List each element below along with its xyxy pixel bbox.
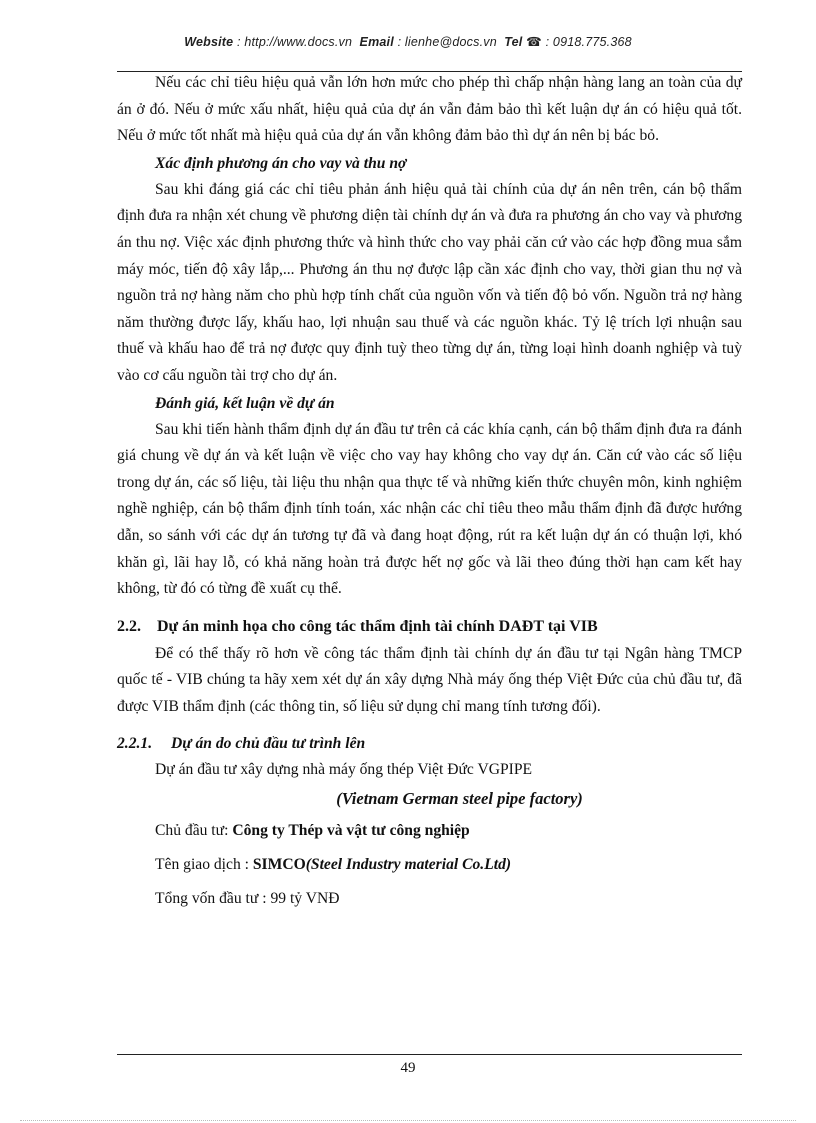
subheading-conclusion: Đánh giá, kết luận về dự án	[155, 394, 335, 412]
email-value: : lienhe@docs.vn	[397, 35, 497, 49]
owner-label: Chủ đầu tư:	[155, 822, 229, 840]
trade-name-line	[155, 848, 742, 882]
page-header	[0, 34, 816, 49]
page-edge	[20, 1120, 796, 1121]
paragraph-acceptance: Nếu các chỉ tiêu hiệu quả vẫn lớn hơn mức cho phép thì chấp nhận hàng lang an toàn của dự án ở đó. Nếu ở mức xấu nhất, hiệu quả của dự án vẫn đảm bảo thì kết luận dự án có hiệu quả tốt. Nếu ở mức tốt nhất mà hiệu quả của dự án vẫn không đảm bảo thì dự án nên bị bác bỏ.	[117, 74, 742, 145]
capital-line	[155, 882, 742, 916]
page-content	[117, 70, 742, 916]
section-title: Dự án minh họa cho công tác thẩm định tài chính DAĐT tại VIB	[157, 617, 598, 635]
trade-label: Tên giao dịch :	[155, 856, 249, 874]
owner-line	[155, 814, 742, 848]
paragraph-example-intro: Để có thể thấy rõ hơn về công tác thẩm định tài chính dự án đầu tư tại Ngân hàng TMCP quốc tế - VIB chúng ta hãy xem xét dự án xây dựng Nhà máy ống thép Việt Đức của chủ đầu tư, đã được VIB thẩm định (các thông tin, số liệu sử dụng chỉ mang tính tương đối).	[117, 644, 742, 715]
website-value: : http://www.docs.vn	[237, 35, 353, 49]
project-name-line: Dự án đầu tư xây dựng nhà máy ống thép Việt Đức VGPIPE	[155, 761, 533, 779]
paragraph-loan-plan: Sau khi đáng giá các chỉ tiêu phản ánh hiệu quả tài chính của dự án nên trên, cán bộ thẩm định đưa ra nhận xét chung về phương diện tài chính dự án và đưa ra phương án cho vay và phương án thu nợ. Việc xác định phương thức và hình thức cho vay phải căn cứ vào các hợp đồng mua sắm máy móc, tiến độ xây lắp,... Phương án thu nợ được lập cần xác định cho vay, thời gian thu nợ và nguồn trả nợ hàng năm cho phù hợp tính chất của nguồn vốn và tiến độ bỏ vốn. Nguồn trả nợ hàng năm thường được lấy, khấu hao, lợi nhuận sau thuế và các nguồn khác. Tỷ lệ trích lợi nhuận sau thuế và khấu hao để trả nợ được quy định tuỳ theo từng dự án, từng loại hình doanh nghiệp và tuỳ vào cơ cấu nguồn tài trợ cho dự án.	[117, 180, 742, 384]
capital-label: Tổng vốn đầu tư :	[155, 890, 267, 908]
subheading-loan-plan: Xác định phương án cho vay và thu nợ	[155, 154, 407, 172]
tel-label: Tel	[504, 35, 523, 49]
section-number: 2.2.	[117, 617, 141, 635]
owner-value: Công ty Thép và vật tư công nghiệp	[232, 822, 470, 840]
website-label: Website	[184, 35, 234, 49]
page-number: 49	[400, 1060, 416, 1076]
project-english-name: (Vietnam German steel pipe factory)	[336, 789, 583, 809]
tel-value: : 0918.775.368	[545, 35, 632, 49]
subsection-number: 2.2.1.	[117, 735, 153, 753]
capital-value: 99 tỷ VNĐ	[270, 890, 340, 908]
paragraph-conclusion: Sau khi tiến hành thẩm định dự án đầu tư trên cả các khía cạnh, cán bộ thẩm định đưa ra đánh giá chung về dự án và kết luận về việc cho vay hay không cho vay dự án. Căn cứ vào các số liệu trong dự án, các số liệu, tài liệu thu nhận qua thực tế và những kiến thức chuyên môn, kinh nghiệm nghề nghiệp, cán bộ thẩm định tính toán, xác nhận các chỉ tiêu theo mẫu thẩm định đã được hướng dẫn, so sánh với các dự án tương tự đã và đang hoạt động, rút ra kết luận dự án có thuận lợi, khó khăn gì, lãi hay lỗ, có khả năng hoàn trả được hết nợ gốc và lãi theo đúng thời hạn cam kết hay không, từ đó có từng đề xuất cụ thể.	[117, 420, 742, 598]
section-heading-2-2	[117, 613, 742, 641]
trade-value: SIMCO	[252, 856, 306, 874]
email-label: Email	[359, 35, 394, 49]
section-heading-2-2-1	[117, 730, 742, 757]
phone-icon: ☎	[526, 35, 542, 49]
footer-divider	[117, 1054, 742, 1055]
trade-english: (Steel Industry material Co.Ltd)	[305, 856, 512, 874]
subsection-title: Dự án do chủ đầu tư trình lên	[171, 735, 366, 753]
